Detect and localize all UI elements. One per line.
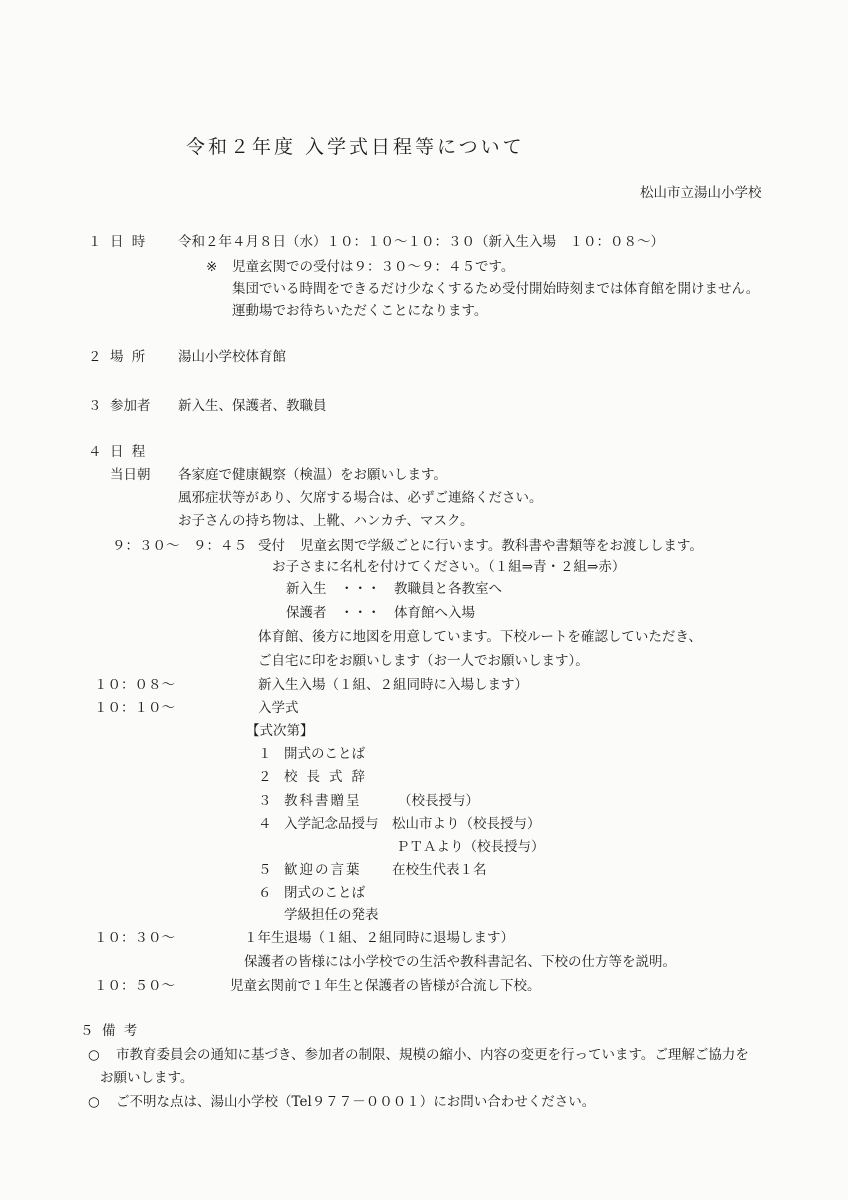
program-6-sub: 学級担任の発表 [284,907,379,923]
exit-text: １年生退場（１組、２組同時に退場します） [244,930,514,946]
reception-note: 児童玄関での受付は９：３０～９：４５です。 [232,259,515,275]
reception-label: 受付 [258,538,285,554]
time-1008: １０：０８～ [94,677,175,693]
program-4-note: 松山市より（校長授与） [392,816,541,832]
remark-1-mark: ○ [88,1047,100,1063]
note-mark: ※ [206,259,218,275]
ceremony-text: 入学式 [258,700,299,716]
program-6-number: ６ [258,885,272,901]
playground-wait-note: 運動場でお待ちいただくことになります。 [232,303,488,319]
program-5-note: 在校生代表１名 [392,862,487,878]
reception-line-5: 体育館、後方に地図を用意しています。下校ルートを確認していただき、 [258,629,702,645]
program-1-number: １ [258,746,272,762]
program-3-number: ３ [258,793,272,809]
dismissal-text: 児童玄関前で１年生と保護者の皆様が合流し下校。 [230,978,541,994]
program-3-note: （校長授与） [398,793,479,809]
remark-1-line-2: お願いします。 [100,1070,194,1086]
program-3: 教科書贈呈 [284,793,362,809]
time-1010: １０：１０～ [94,700,175,716]
program-4-note-2: ＰＴＡより（校長授与） [396,839,545,855]
page-title: 令和２年度 入学式日程等について [186,136,525,158]
morning-line-3: お子さんの持ち物は、上靴、ハンカチ、マスク。 [178,513,474,529]
section-3-participants: 新入生、保護者、教職員 [178,398,327,414]
remark-2: ご不明な点は、湯山小学校（Tel９７７－０００１）にお問い合わせください。 [116,1094,596,1110]
reception-time: ９：３０～ ９：４５ [112,538,247,554]
section-5-number: ５ [80,1023,94,1039]
morning-line-2: 風邪症状等があり、欠席する場合は、必ずご連絡ください。 [178,490,543,506]
reception-line-1: 児童玄関で学級ごとに行います。教科書や書類等をお渡しします。 [300,538,703,554]
program-5-number: ５ [258,862,272,878]
section-2-label: 場 所 [110,349,148,365]
section-1-number: １ [88,234,102,250]
remark-1-line-1: 市教育委員会の通知に基づき、参加者の制限、規模の縮小、内容の変更を行っています。ご理解ご協力を [116,1047,749,1063]
entrance-text: 新入生入場（１組、２組同時に入場します） [258,677,528,693]
section-2-number: ２ [88,349,102,365]
reception-line-2: お子さまに名札を付けてください。（１組⇒青・２組⇒赤） [272,559,626,575]
section-4-label: 日 程 [110,444,148,460]
program-1: 開式のことば [284,746,365,762]
time-1050: １０：５０～ [94,978,175,994]
program-heading: 【式次第】 [246,723,314,739]
reception-line-6: ご自宅に印をお願いします（お一人でお願いします）。 [258,653,589,669]
program-2-number: ２ [258,769,272,785]
section-1-label: 日 時 [110,234,148,250]
section-3-number: ３ [88,398,102,414]
morning-label: 当日朝 [110,467,151,483]
time-1030: １０：３０～ [94,930,175,946]
section-5-label: 備 考 [102,1023,140,1039]
section-2-place: 湯山小学校体育館 [178,349,286,365]
reception-line-4: 保護者 ・・・ 体育館へ入場 [286,605,475,621]
program-6: 閉式のことば [284,885,365,901]
exit-text-2: 保護者の皆様には小学校での生活や教科書記名、下校の仕方等を説明。 [244,954,676,970]
gym-closed-note: 集団でいる時間をできるだけ少なくするため受付開始時刻までは体育館を開けません。 [232,281,760,297]
program-5: 歓迎の言葉 [284,862,362,878]
reception-line-3: 新入生 ・・・ 教職員と各教室へ [286,581,502,597]
program-4: 入学記念品授与 [284,816,379,832]
program-2: 校長式辞 [284,769,374,785]
school-name: 松山市立湯山小学校 [640,185,762,201]
program-4-number: ４ [258,816,272,832]
morning-line-1: 各家庭で健康観察（検温）をお願いします。 [178,467,447,483]
remark-2-mark: ○ [88,1094,100,1110]
section-1-datetime: 令和２年４月８日（水）１０：１０～１０：３０（新入生入場 １０：０８～） [178,234,664,250]
section-4-number: ４ [88,444,102,460]
section-3-label: 参加者 [110,398,151,414]
